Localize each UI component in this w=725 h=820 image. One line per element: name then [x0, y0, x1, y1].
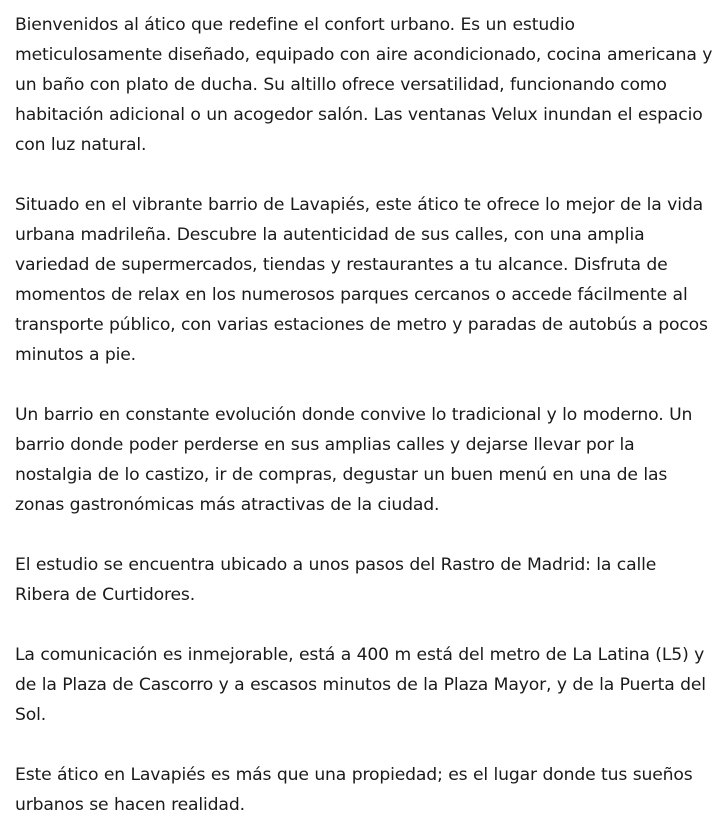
paragraph-barrio: Un barrio en constante evolución donde convive lo tradicional y lo moderno. Un barrio donde poder perderse en sus amplias calles y dejarse llevar por la nostalgia de lo castizo, ir de compras, degustar un buen menú en una de las zonas gastronómicas más atractivas de la ciudad. — [15, 405, 693, 515]
listing-description — [15, 10, 715, 820]
paragraph-transport: La comunicación es inmejorable, está a 400 m está del metro de La Latina (L5) y de la Plaza de Cascorro y a escasos minutos de la Plaza Mayor, y de la Puerta del Sol. — [15, 645, 706, 725]
paragraph-intro: Bienvenidos al ático que redefine el confort urbano. Es un estudio meticulosamente diseñado, equipado con aire acondicionado, cocina americana y un baño con plato de ducha. Su altillo ofrece versatilidad, funcionando como habitación adicional o un acogedor salón. Las ventanas Velux inundan el espacio con luz natural. — [15, 15, 713, 155]
paragraph-location: El estudio se encuentra ubicado a unos pasos del Rastro de Madrid: la calle Ribera de Curtidores. — [15, 555, 657, 605]
paragraph-neighborhood: Situado en el vibrante barrio de Lavapiés, este ático te ofrece lo mejor de la vida urbana madrileña. Descubre la autenticidad de sus calles, con una amplia variedad de supermercados, tiendas y restaurantes a tu alcance. Disfruta de momentos de relax en los numerosos parques cercanos o accede fácilmente al transporte público, con varias estaciones de metro y paradas de autobús a pocos minutos a pie. — [15, 195, 708, 365]
paragraph-closing: Este ático en Lavapiés es más que una propiedad; es el lugar donde tus sueños urbanos se hacen realidad. — [15, 765, 693, 815]
